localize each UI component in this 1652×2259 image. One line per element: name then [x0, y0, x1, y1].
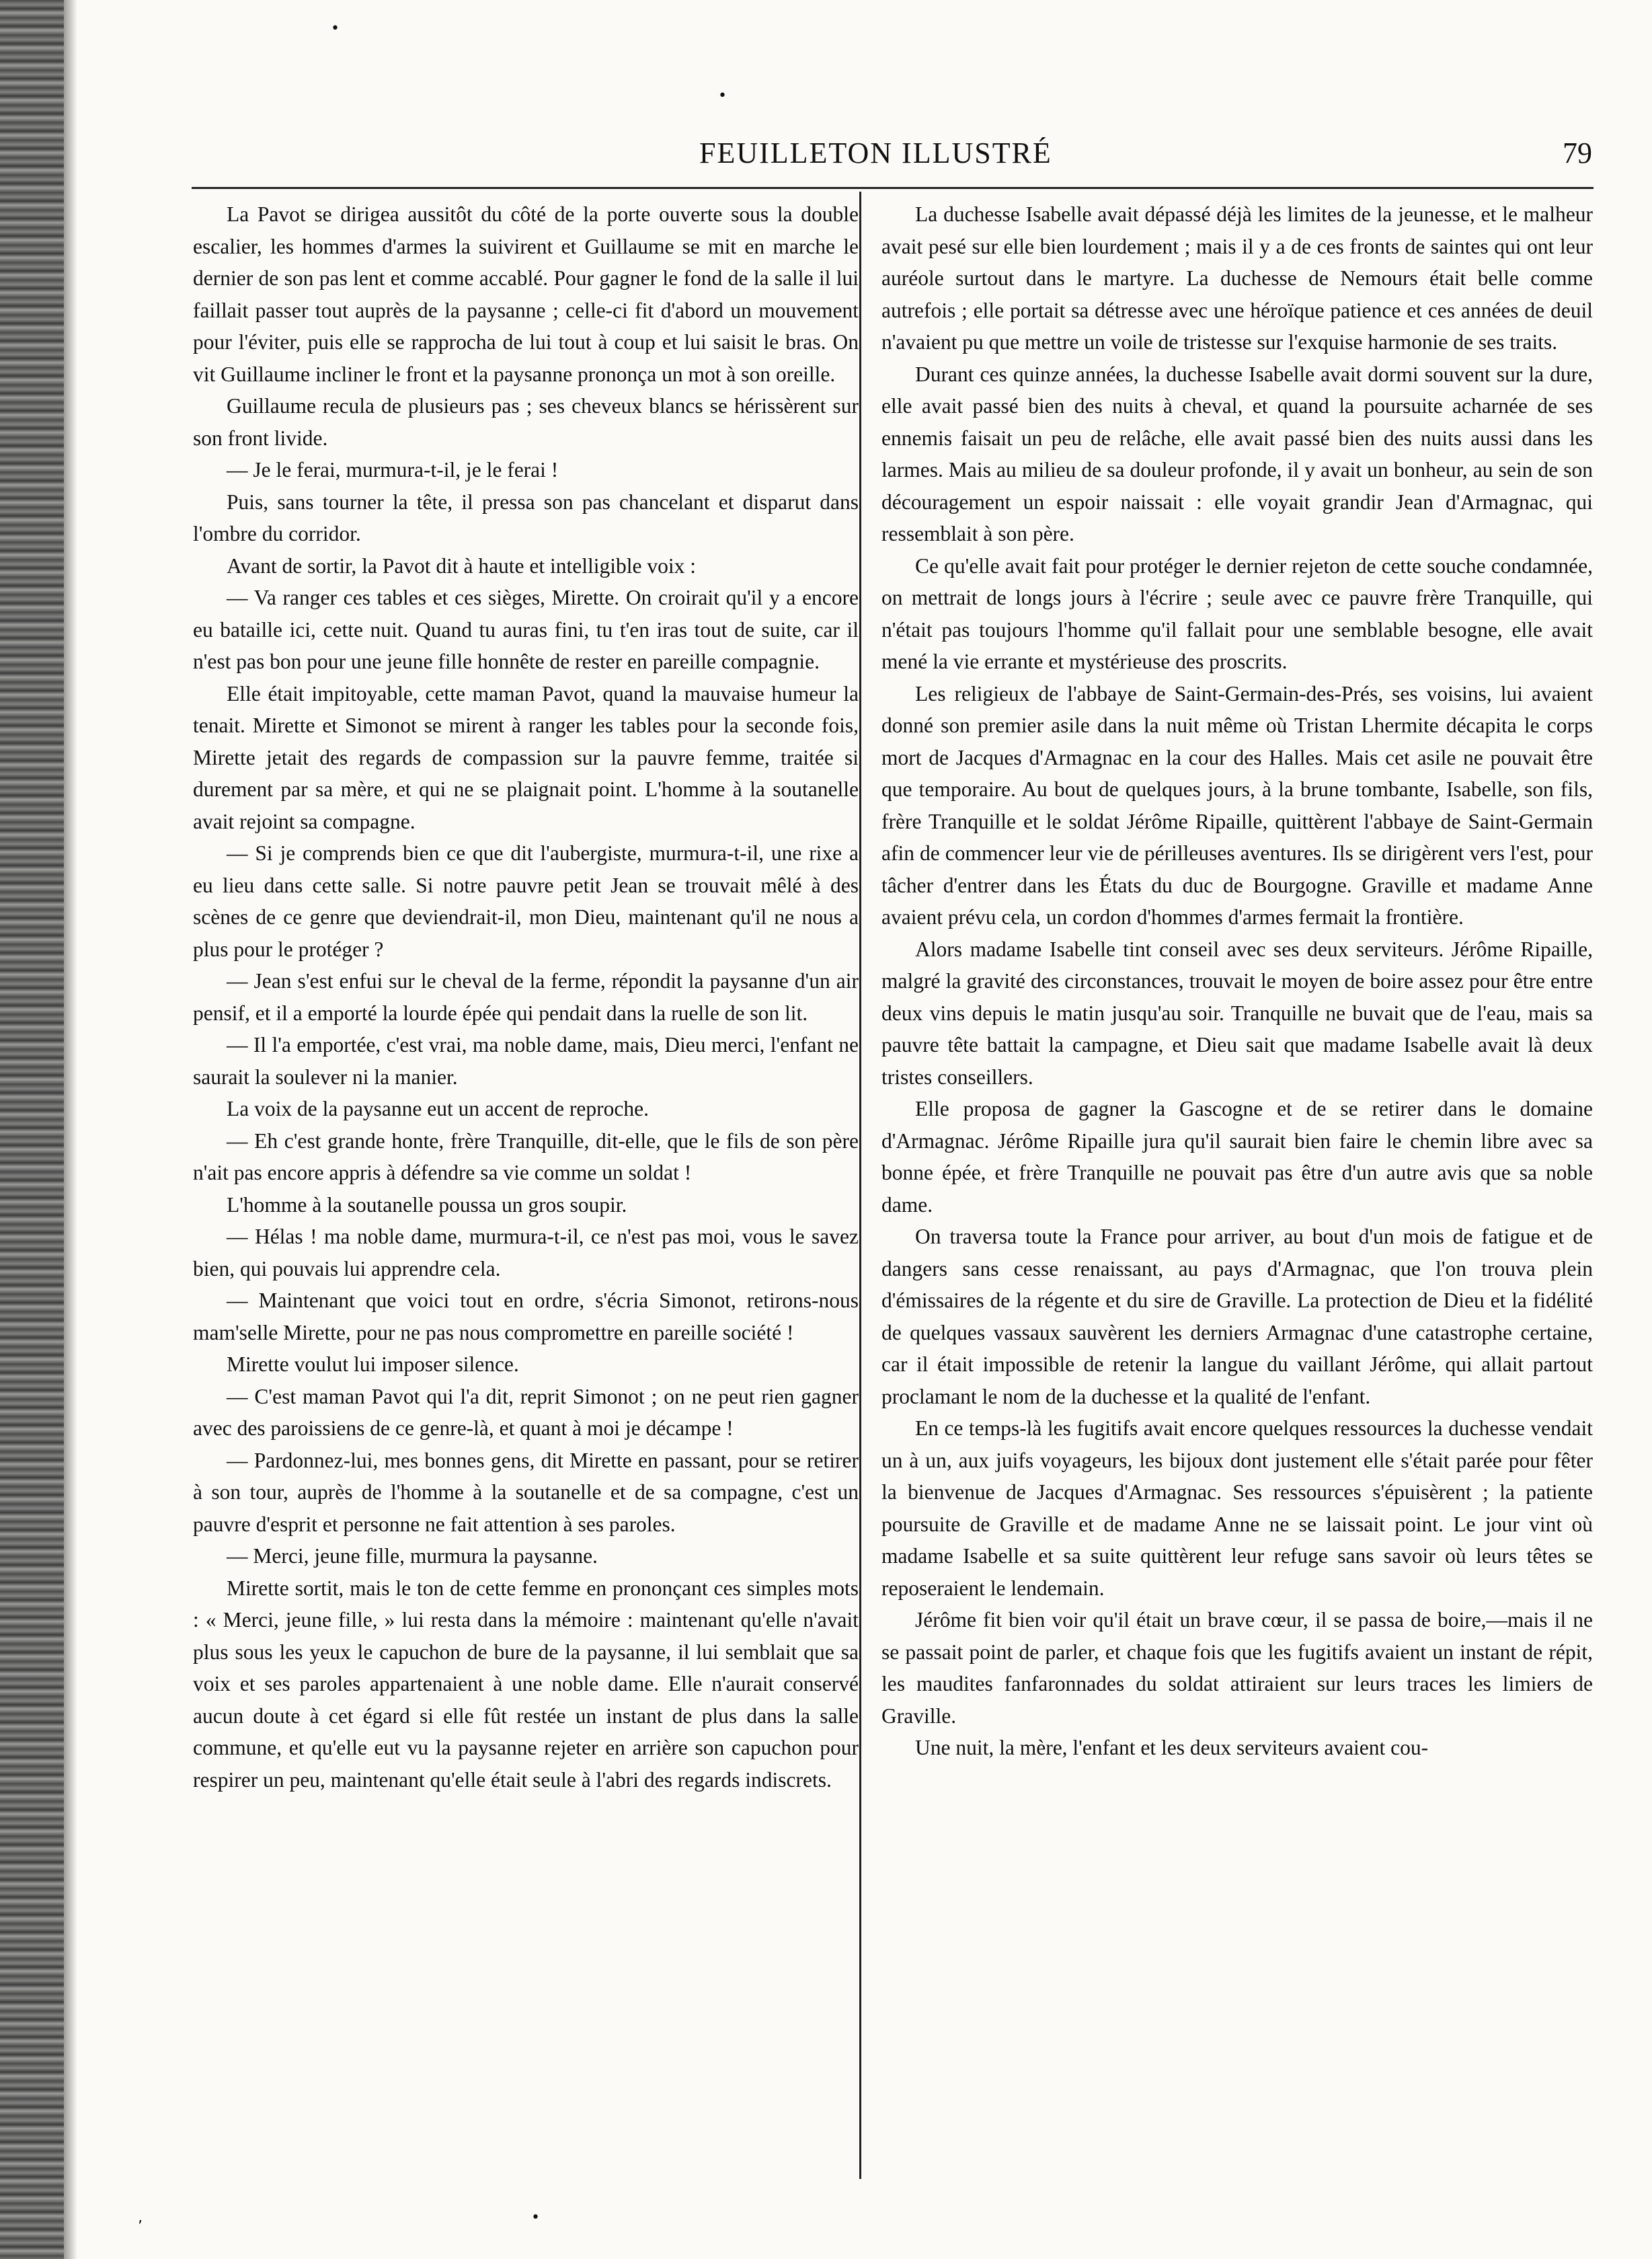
paragraph: Alors madame Isabelle tint conseil avec ses deux serviteurs. Jérôme Ripaille, malgré la gravité des circonstances, trouvait le moyen de boire assez pour être entre deux vins depuis le matin jusqu'au soir. Tranquille ne buvait que de l'eau, mais sa pauvre tête battait la campagne, et Dieu sait que madame Isabelle avait là deux tristes conseillers. — [881, 937, 1593, 1089]
paragraph: — Hélas ! ma noble dame, murmura-t-il, ce n'est pas moi, vous le savez bien, qui pouvais lui apprendre cela. — [193, 1225, 859, 1280]
paragraph: — Va ranger ces tables et ces sièges, Mirette. On croirait qu'il y a encore eu bataille ici, cette nuit. Quand tu auras fini, tu t'en iras tout de suite, car il n'est pas bon pour une jeune fille honnête de rester en pareille compagnie. — [193, 586, 859, 673]
paragraph: Mirette voulut lui imposer silence. — [227, 1352, 519, 1376]
paragraph: — Je le ferai, murmura-t-il, je le ferai ! — [227, 458, 559, 482]
paragraph: Jérôme fit bien voir qu'il était un brave cœur, il se passa de boire,—mais il ne se passait point de parler, et chaque fois que les fugitifs avaient un instant de répit, les maudites fanfaronnades du soldat attiraient sur leurs traces les limiers de Graville. — [881, 1608, 1593, 1728]
paragraph: Durant ces quinze années, la duchesse Isabelle avait dormi souvent sur la dure, elle avait passé bien des nuits à cheval, et quand la poursuite acharnée de ses ennemis faisait un peu de relâche, elle avait passé bien des nuits aussi dans les larmes. Mais au milieu de sa douleur profonde, il y avait un bonheur, au sein de son découragement un espoir naissait : elle voyait grandir Jean d'Armagnac, qui ressemblait à son père. — [881, 362, 1593, 545]
paragraph: Une nuit, la mère, l'enfant et les deux serviteurs avaient cou- — [915, 1736, 1429, 1759]
paragraph: L'homme à la soutanelle poussa un gros soupir. — [227, 1192, 627, 1217]
paragraph: Les religieux de l'abbaye de Saint-Germain-des-Prés, ses voisins, lui avaient donné son premier asile dans la nuit même où Tristan Lhermite décapita le corps mort de Jacques d'Armagnac en la cour des Halles. Mais cet asile ne pouvait être que temporaire. Au bout de quelques jours, à la brune tombante, Isabelle, son fils, frère Tranquille et le soldat Jérôme Ripaille, quittèrent l'abbaye de Saint-Germain afin de commencer leur vie de périlleuses aventures. Ils se dirigèrent vers l'est, pour tâcher d'entrer dans les États du duc de Bourgogne. Graville et madame Anne avaient prévu cela, un cordon d'hommes d'armes fermait la frontière. — [881, 681, 1593, 929]
running-head: FEUILLETON ILLUSTRÉ — [699, 137, 1052, 169]
left-column — [193, 198, 859, 1796]
page-header — [699, 128, 1592, 182]
paragraph: La Pavot se dirigea aussitôt du côté de la porte ouverte sous la double escalier, les hommes d'armes la suivirent et Guillaume se mit en marche le dernier de son pas lent et comme accablé. Pour gagner le fond de la salle il lui faillait passer tout auprès de la paysanne ; celle-ci fit d'abord un mouvement pour l'éviter, puis elle se rapprocha de lui tout à coup et lui saisit le bras. On vit Guillaume incliner le front et la paysanne prononça un mot à son oreille. — [193, 202, 859, 386]
speck: • — [531, 2209, 540, 2226]
paragraph: En ce temps-là les fugitifs avait encore quelques ressources la duchesse vendait un à un, aux juifs voyageurs, les bijoux dont justement elle s'était parée pour fêter la bienvenue de Jacques d'Armagnac. Ses ressources s'épuisèrent ; la patiente poursuite de Graville et de madame Anne ne se laissait point. Le jour vint où madame Isabelle et sa suite quittèrent leur refuge sans savoir où leurs têtes se reposeraient le lendemain. — [881, 1416, 1593, 1600]
header-rule — [192, 187, 1594, 189]
paragraph: Mirette sortit, mais le ton de cette femme en prononçant ces simples mots : « Merci, jeune fille, » lui resta dans la mémoire : maintenant qu'elle n'avait plus sous les yeux le capuchon de bure de la paysanne, il lui semblait que sa voix et ses paroles appartenaient à une noble dame. Elle n'aurait conservé aucun doute à cet égard si elle fût restée un instant de plus dans la salle commune, et qu'elle eut vu la paysanne rejeter en arrière son capuchon pour respirer un peu, maintenant qu'elle était seule à l'abri des regards indiscrets. — [193, 1576, 859, 1792]
paragraph: — Il l'a emportée, c'est vrai, ma noble dame, mais, Dieu merci, l'enfant ne saurait la soulever ni la manier. — [193, 1033, 859, 1089]
paragraph: — Si je comprends bien ce que dit l'aubergiste, murmura-t-il, une rixe a eu lieu dans cette salle. Si notre pauvre petit Jean se trouvait mêlé à des scènes de ce genre que deviendrait-il, mon Dieu, maintenant qu'il ne nous a plus pour le protéger ? — [193, 841, 859, 961]
paragraph: La duchesse Isabelle avait dépassé déjà les limites de la jeunesse, et le malheur avait pesé sur elle bien lourdement ; mais il y a de ces fronts de saintes qui ont leur auréole surtout dans le martyre. La duchesse de Nemours était belle comme autrefois ; elle portait sa détresse avec une héroïque patience et ces années de deuil n'avaient pu que mettre un voile de tristesse sur l'exquise harmonie de ses traits. — [881, 202, 1593, 354]
book-binding-edge — [0, 0, 64, 2259]
speck: ‚ — [138, 2209, 143, 2226]
column-rule — [859, 192, 861, 2179]
paragraph: Puis, sans tourner la tête, il pressa son pas chancelant et disparut dans l'ombre du corridor. — [193, 490, 859, 545]
paragraph: On traversa toute la France pour arriver, au bout d'un mois de fatigue et de dangers sans cesse renaissant, au pays d'Armagnac, que l'on trouva plein d'émissaires de la régente et du sire de Graville. La protection de Dieu et la fidélité de quelques vassaux sauvèrent les derniers Armagnac d'une catastrophe certaine, car il était impossible de retenir la langue du vaillant Jérôme, qui allait partout proclamant le nom de la duchesse et la qualité de l'enfant. — [881, 1225, 1593, 1408]
paragraph: — C'est maman Pavot qui l'a dit, reprit Simonot ; on ne peut rien gagner avec des paroissiens de ce genre-là, et quant à moi je décampe ! — [193, 1384, 859, 1440]
paragraph: Elle proposa de gagner la Gascogne et de se retirer dans le domaine d'Armagnac. Jérôme Ripaille jura qu'il saurait bien faire le chemin libre avec sa bonne épée, et frère Tranquille ne pouvait pas être d'un autre avis que sa noble dame. — [881, 1097, 1593, 1217]
paragraph: — Jean s'est enfui sur le cheval de la ferme, répondit la paysanne d'un air pensif, et il a emporté la lourde épée qui pendait dans la ruelle de son lit. — [193, 969, 859, 1025]
paragraph: Guillaume recula de plusieurs pas ; ses cheveux blancs se hérissèrent sur son front livide. — [193, 394, 859, 450]
speck: • — [718, 87, 727, 104]
right-column — [881, 198, 1593, 1764]
paragraph: Avant de sortir, la Pavot dit à haute et intelligible voix : — [227, 553, 696, 578]
paragraph: — Maintenant que voici tout en ordre, s'écria Simonot, retirons-nous mam'selle Mirette, pour ne pas nous compromettre en pareille société ! — [193, 1289, 859, 1344]
paragraph: — Pardonnez-lui, mes bonnes gens, dit Mirette en passant, pour se retirer à son tour, auprès de l'homme à la soutanelle et de sa compagne, c'est un pauvre d'esprit et personne ne fait attention à ses paroles. — [193, 1448, 859, 1536]
paragraph: Ce qu'elle avait fait pour protéger le dernier rejeton de cette souche condamnée, on mettrait de longs jours à l'écrire ; seule avec ce pauvre frère Tranquille, qui n'était pas toujours l'homme qu'il fallait pour une semblable besogne, elle avait mené la vie errante et mystérieuse des proscrits. — [881, 553, 1593, 673]
page-number: 79 — [1563, 137, 1592, 169]
speck: • — [331, 20, 340, 37]
paragraph: La voix de la paysanne eut un accent de reproche. — [227, 1097, 649, 1120]
paragraph: — Merci, jeune fille, murmura la paysanne. — [227, 1544, 598, 1568]
gutter-shadow — [64, 0, 77, 2259]
paragraph: Elle était impitoyable, cette maman Pavot, quand la mauvaise humeur la tenait. Mirette et Simonot se mirent à ranger les tables pour la seconde fois, Mirette jetait des regards de compassion sur la pauvre femme, traitée si durement par sa mère, et qui ne se plaignait point. L'homme à la soutanelle avait rejoint sa compagne. — [193, 681, 859, 833]
paragraph: — Eh c'est grande honte, frère Tranquille, dit-elle, que le fils de son père n'ait pas encore appris à défendre sa vie comme un soldat ! — [193, 1128, 859, 1184]
